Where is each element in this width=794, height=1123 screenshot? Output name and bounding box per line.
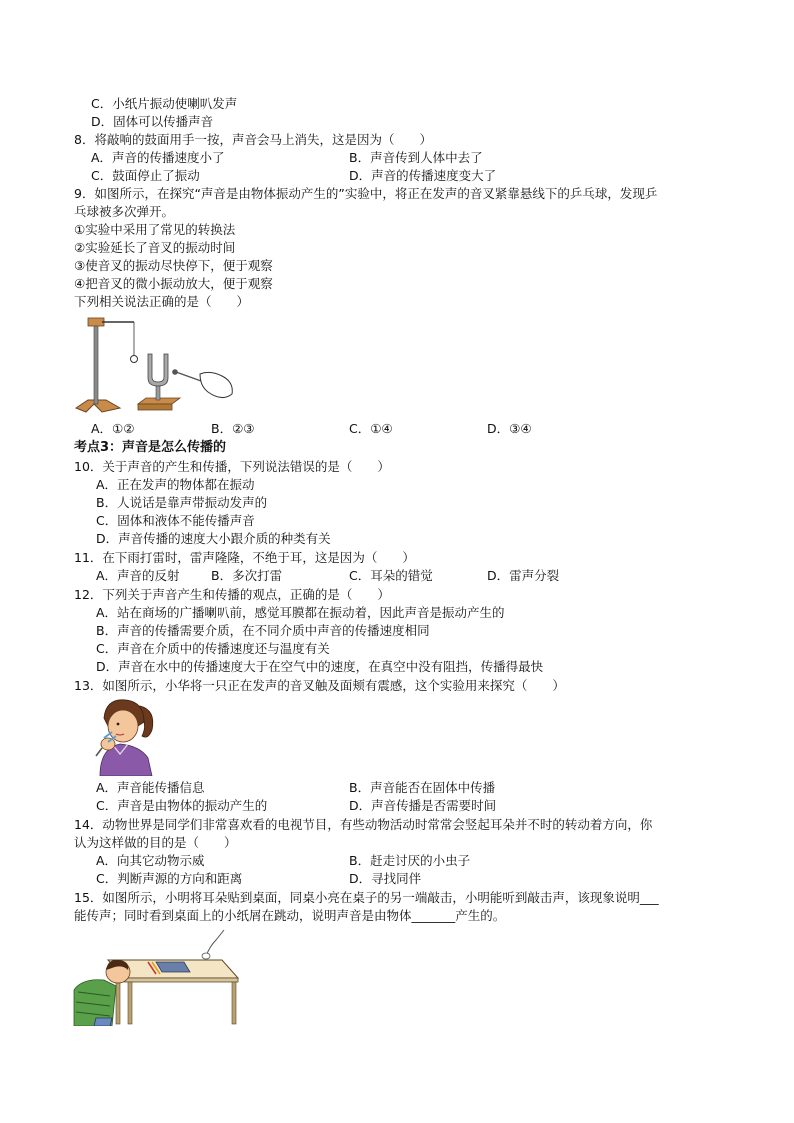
q14-option-c: C．判断声源的方向和距离 bbox=[96, 871, 243, 886]
q14-option-a: A．向其它动物示威 bbox=[96, 853, 205, 868]
q11-stem: 11．在下雨打雷时，雷声隆隆，不绝于耳，这是因为（ ） bbox=[74, 550, 415, 565]
q11-option-d: D．雷声分裂 bbox=[487, 568, 560, 583]
tuning-fork bbox=[148, 354, 168, 386]
q8-stem: 8．将敲响的鼓面用手一按，声音会马上消失，这是因为（ ） bbox=[74, 132, 432, 147]
face bbox=[108, 710, 138, 742]
section-heading-3: 考点3：声音是怎么传播的 bbox=[74, 440, 227, 455]
fork-handle bbox=[96, 748, 102, 756]
eye bbox=[117, 723, 120, 726]
q12-option-c: C．声音在介质中的传播速度还与温度有关 bbox=[96, 641, 330, 656]
q15-stem-line1: 15．如图所示，小明将耳朵贴到桌面，同桌小亮在桌子的另一端敲击，小明能听到敲击声，该现象说明___ bbox=[74, 890, 659, 905]
ear-on-desk-figure bbox=[72, 926, 242, 1026]
knocking-hand bbox=[202, 953, 210, 959]
q12-stem: 12．下列关于声音产生和传播的观点，正确的是（ ） bbox=[74, 587, 390, 602]
q11-option-c: C．耳朵的错觉 bbox=[349, 568, 433, 583]
stand-pole bbox=[94, 320, 98, 404]
q9-option-a: A．①② bbox=[91, 421, 135, 436]
stand-clamp bbox=[88, 318, 104, 326]
knocking-arm bbox=[206, 930, 224, 956]
tuning-fork-pingpong-figure bbox=[72, 312, 242, 416]
q10-option-c: C．固体和液体不能传播声音 bbox=[96, 513, 255, 528]
q14-stem-line1: 14．动物世界是同学们非常喜欢看的电视节目，有些动物活动时常常会竖起耳朵并不时的转动着方向，你 bbox=[74, 817, 653, 832]
q7-option-c: C．小纸片振动使喇叭发声 bbox=[91, 96, 238, 111]
q14-stem-line2: 认为这样做的目的是（ ） bbox=[74, 835, 237, 850]
q9-stem-line2: 乓球被多次弹开。 bbox=[74, 204, 175, 219]
q7-option-d: D．固体可以传播声音 bbox=[91, 114, 214, 129]
q13-option-d: D．声音传播是否需要时间 bbox=[349, 798, 497, 813]
q10-option-d: D．声音传播的速度大小跟介质的种类有关 bbox=[96, 531, 331, 546]
q9-statement-4: ④把音叉的微小振动放大，便于观察 bbox=[74, 276, 273, 291]
boy-pants bbox=[94, 1018, 112, 1026]
q9-option-d: D．③④ bbox=[487, 421, 532, 436]
q10-option-a: A．正在发声的物体都在振动 bbox=[96, 477, 255, 492]
q13-option-b: B．声音能否在固体中传播 bbox=[349, 780, 496, 795]
q11-option-b: B．多次打雷 bbox=[211, 568, 283, 583]
q8-option-c: C．鼓面停止了振动 bbox=[91, 168, 200, 183]
q15-stem-line2: 能传声；同时看到桌面上的小纸屑在跳动，说明声音是由物体_______产生的。 bbox=[74, 908, 506, 923]
q9-statement-2: ②实验延长了音叉的振动时间 bbox=[74, 240, 236, 255]
desk-leg-right bbox=[232, 982, 236, 1024]
q8-option-b: B．声音传到人体中去了 bbox=[349, 150, 483, 165]
q9-stem-line1: 9．如图所示，在探究“声音是由物体振动产生的”实验中，将正在发声的音叉紧靠悬线下的乒乓球，发现乒 bbox=[74, 186, 658, 201]
q10-stem: 10．关于声音的产生和传播，下列说法错误的是（ ） bbox=[74, 459, 390, 474]
q12-option-d: D．声音在水中的传播速度大于在空气中的速度，在真空中没有阻挡，传播得最快 bbox=[96, 659, 544, 674]
desk-edge bbox=[124, 978, 238, 982]
q13-stem: 13．如图所示，小华将一只正在发声的音叉触及面颊有震感，这个实验用来探究（ ） bbox=[74, 678, 565, 693]
q14-option-d: D．寻找同伴 bbox=[349, 871, 422, 886]
q8-option-a: A．声音的传播速度小了 bbox=[91, 150, 225, 165]
q9-question: 下列相关说法正确的是（ ） bbox=[74, 294, 250, 309]
q11-option-a: A．声音的反射 bbox=[96, 568, 180, 583]
fork-base-front bbox=[138, 404, 172, 410]
q13-option-a: A．声音能传播信息 bbox=[96, 780, 205, 795]
book bbox=[156, 962, 190, 972]
desk-leg-left bbox=[128, 982, 132, 1024]
q9-statement-1: ①实验中采用了常见的转换法 bbox=[74, 222, 236, 237]
q12-option-b: B．声音的传播需要介质，在不同介质中声音的传播速度相同 bbox=[96, 623, 430, 638]
mallet-head bbox=[172, 369, 178, 375]
q9-option-b: B．②③ bbox=[211, 421, 255, 436]
girl-tuning-fork-figure bbox=[90, 696, 162, 776]
q9-option-c: C．①④ bbox=[349, 421, 393, 436]
q10-option-b: B．人说话是靠声带振动发声的 bbox=[96, 495, 268, 510]
q13-option-c: C．声音是由物体的振动产生的 bbox=[96, 798, 268, 813]
q14-option-b: B．赶走讨厌的小虫子 bbox=[349, 853, 471, 868]
pingpong-ball bbox=[131, 356, 138, 363]
q9-statement-3: ③使音叉的振动尽快停下，便于观察 bbox=[74, 258, 273, 273]
q12-option-a: A．站在商场的广播喇叭前，感觉耳膜都在振动着，因此声音是振动产生的 bbox=[96, 605, 505, 620]
hand bbox=[200, 372, 232, 397]
hand bbox=[101, 738, 115, 750]
q8-option-d: D．声音的传播速度变大了 bbox=[349, 168, 497, 183]
